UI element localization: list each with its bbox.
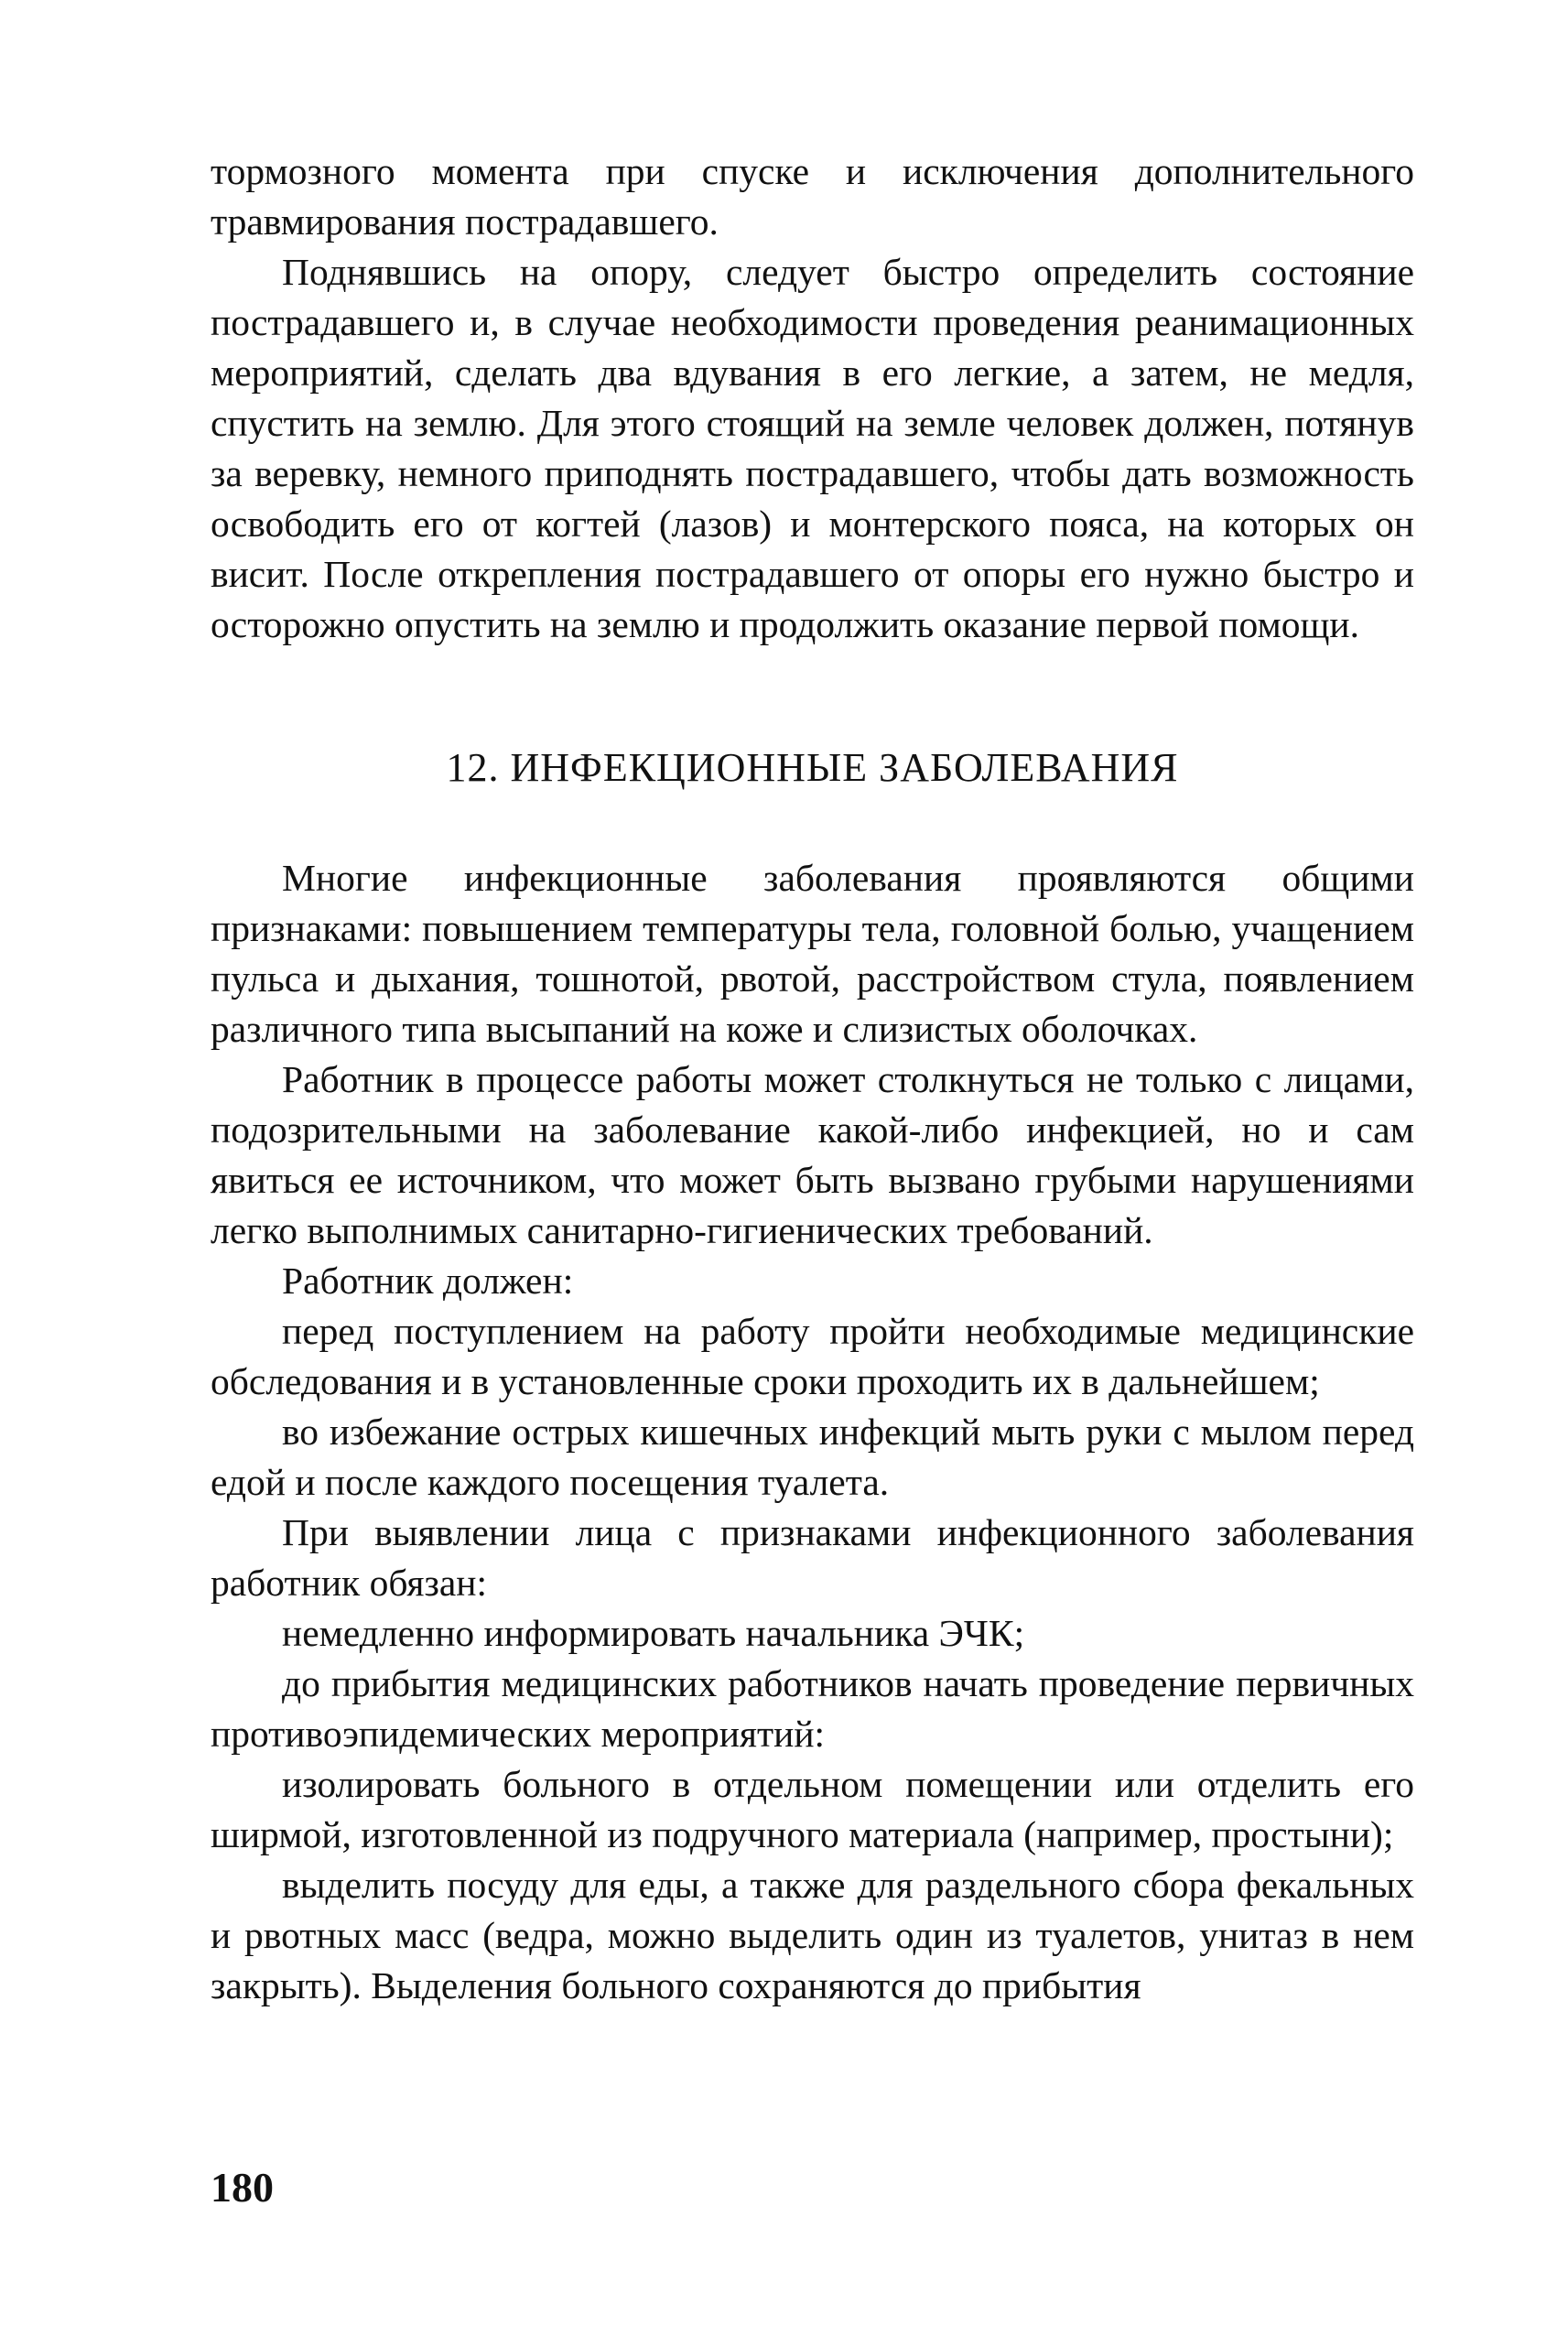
paragraph-detection: При выявлении лица с признаками инфекционного заболевания работник обязан: <box>211 1511 1414 1604</box>
paragraph-dishes: выделить посуду для еды, а также для раздельного сбора фекальных и рвотных масс (ведра, можно выделить один из туалетов, унитаз в нем закрыть). Выделения больного сохраняются до прибытия <box>211 1864 1414 2006</box>
section-title: 12. ИНФЕКЦИОННЫЕ ЗАБОЛЕВАНИЯ <box>446 745 1179 790</box>
paragraph-worker-risk: Работник в процессе работы может столкнуться не только с лицами, подозрительными на заболевание какой-либо инфекцией, но и сам явиться ее источником, что может быть вызвано грубыми нарушениями легко выполнимых санитарно-гигиенических требований. <box>211 1058 1414 1251</box>
paragraph-symptoms: Многие инфекционные заболевания проявляются общими признаками: повышением температуры тела, головной болью, учащением пульса и дыхания, тошнотой, рвотой, расстройством стула, появлением различного типа высыпаний на коже и слизистых оболочках. <box>211 857 1414 1050</box>
page-number: 180 <box>211 2164 274 2211</box>
paragraph-isolate: изолировать больного в отдельном помещении или отделить его ширмой, изготовленной из подручного материала (например, простыни); <box>211 1763 1414 1855</box>
paragraph-inform-chief: немедленно информировать начальника ЭЧК; <box>282 1612 1025 1654</box>
paragraph-primary-measures: до прибытия медицинских работников начать проведение первичных противоэпидемических мероприятий: <box>211 1662 1414 1755</box>
paragraph-pole-rescue: Поднявшись на опору, следует быстро определить состояние пострадавшего и, в случае необходимости проведения реанимационных мероприятий, сделать два вдувания в его легкие, а затем, не медля, спустить на землю. Для этого стоящий на земле человек должен, потянув за веревку, немного приподнять пострадавшего, чтобы дать возможность освободить его от когтей (лазов) и монтерского пояса, на которых он висит. После открепления пострадавшего от опоры его нужно быстро и осторожно опустить на землю и продолжить оказание первой помощи. <box>211 251 1414 645</box>
paragraph-continued: тормозного момента при спуске и исключения дополнительного травмирования пострадавшего. <box>211 150 1414 243</box>
paragraph-medical-exam: перед поступлением на работу пройти необходимые медицинские обследования и в установленные сроки проходить их в дальнейшем; <box>211 1310 1414 1402</box>
page-body <box>211 146 1414 2252</box>
paragraph-hand-washing: во избежание острых кишечных инфекций мыть руки с мылом перед едой и после каждого посещения туалета. <box>211 1411 1414 1503</box>
paragraph-worker-must: Работник должен: <box>282 1260 574 1302</box>
